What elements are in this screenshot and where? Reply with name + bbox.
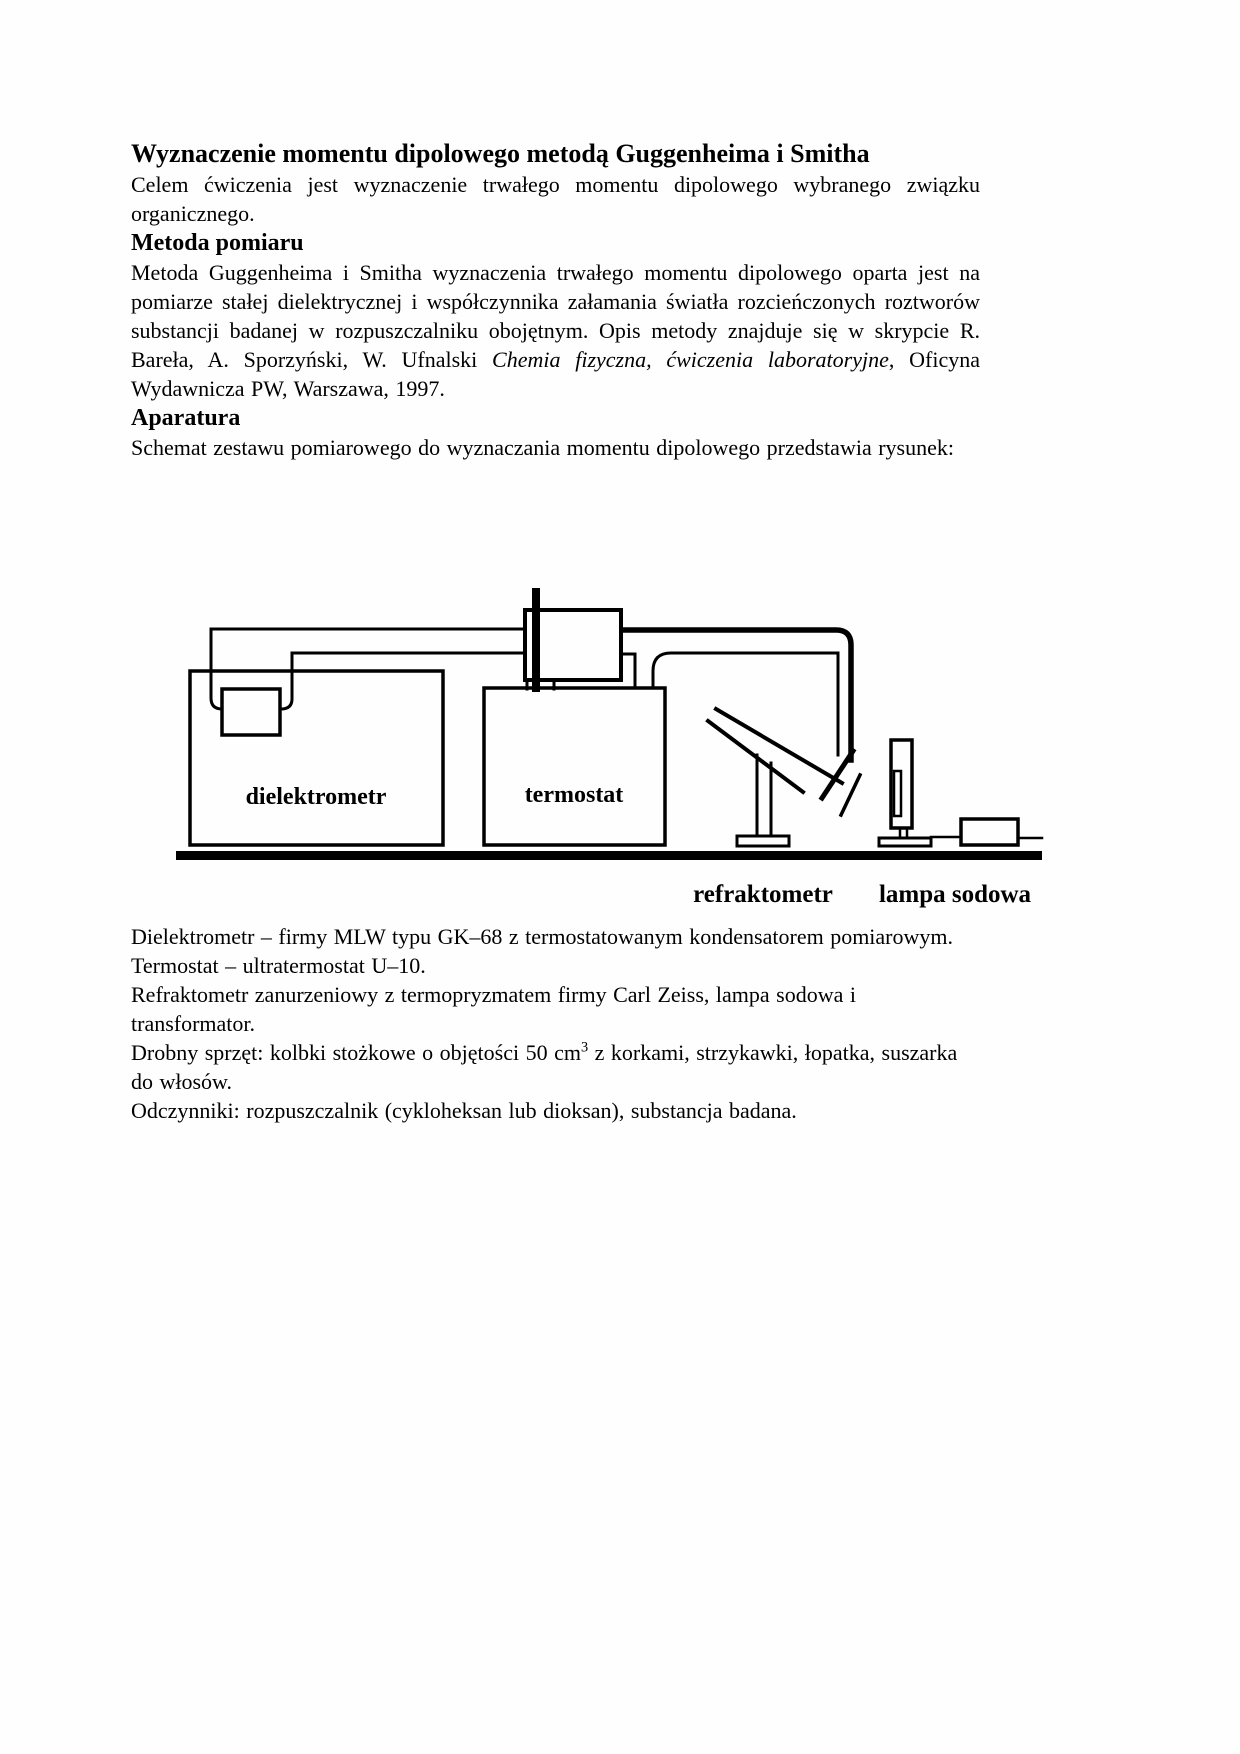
document-content (131, 0, 1032, 1125)
refractometer-stand-base (737, 836, 789, 846)
refractometer-eyepiece (841, 775, 860, 815)
method-paragraph: Metoda Guggenheima i Smitha wyznaczenia trwałego momentu dipolowego oparta jest na pomiarze stałej dielektrycznej i współczynnika załamania światła rozcieńczonych roztworów substancji badanej w rozpuszczalniku obojętnym. Opis metody znajduje się w skrypcie R. Bareła, A. Sporzyński, W. Ufnalski Chemia fizyczna, ćwiczenia laboratoryjne, Oficyna Wydawnicza PW, Warszawa, 1997. (131, 260, 980, 401)
transformer-box (961, 819, 1018, 845)
equipment-item-drobny-sprzet: Drobny sprzęt: kolbki stożkowe o objętości 50 $cm^3$ z korkami, strzykawki, łopatka, suszarka do włosów. (131, 1039, 958, 1094)
measuring-capacitor-box (222, 689, 280, 735)
document-title: Wyznaczenie momentu dipolowego metodą Guggenheima i Smitha (131, 139, 870, 168)
diagram-label-dielektrometr: dielektrometr (245, 784, 387, 810)
equipment-item-refraktometr: Refraktometr zanurzeniowy z termopryzmatem firmy Carl Zeiss, lampa sodowa i transformator. (131, 982, 856, 1036)
sodium-lamp-base (879, 838, 931, 846)
diagram-label-termostat: termostat (524, 782, 624, 808)
bench-line (176, 851, 1042, 860)
tube-inner-right (653, 653, 838, 755)
intro-paragraph: Celem ćwiczenia jest wyznaczenie trwałego momentu dipolowego wybranego związku organicznego. (131, 172, 980, 226)
section-heading-aparatura: Aparatura (131, 405, 241, 431)
stirrer-rod (532, 588, 540, 692)
equipment-item-dielektrometr: Dielektrometr – firmy MLW typu GK–68 z termostatowanym kondensatorem pomiarowym. (131, 924, 954, 949)
apparatus-diagram (150, 492, 1050, 917)
equipment-item-termostat: Termostat – ultratermostat U–10. (131, 953, 426, 978)
diagram-label-lampa-sodowa: lampa sodowa (878, 881, 1032, 908)
section-heading-metoda-pomiaru: Metoda pomiaru (131, 230, 304, 256)
apparatus-intro-paragraph: Schemat zestawu pomiarowego do wyznaczania momentu dipolowego przedstawia rysunek: (131, 435, 954, 460)
diagram-label-refraktometr: refraktometr (693, 881, 833, 908)
equipment-item-odczynniki: Odczynniki: rozpuszczalnik (cykloheksan lub dioksan), substancja badana. (131, 1098, 797, 1123)
termostat-box (484, 688, 665, 845)
motor-right-tab (621, 654, 635, 688)
